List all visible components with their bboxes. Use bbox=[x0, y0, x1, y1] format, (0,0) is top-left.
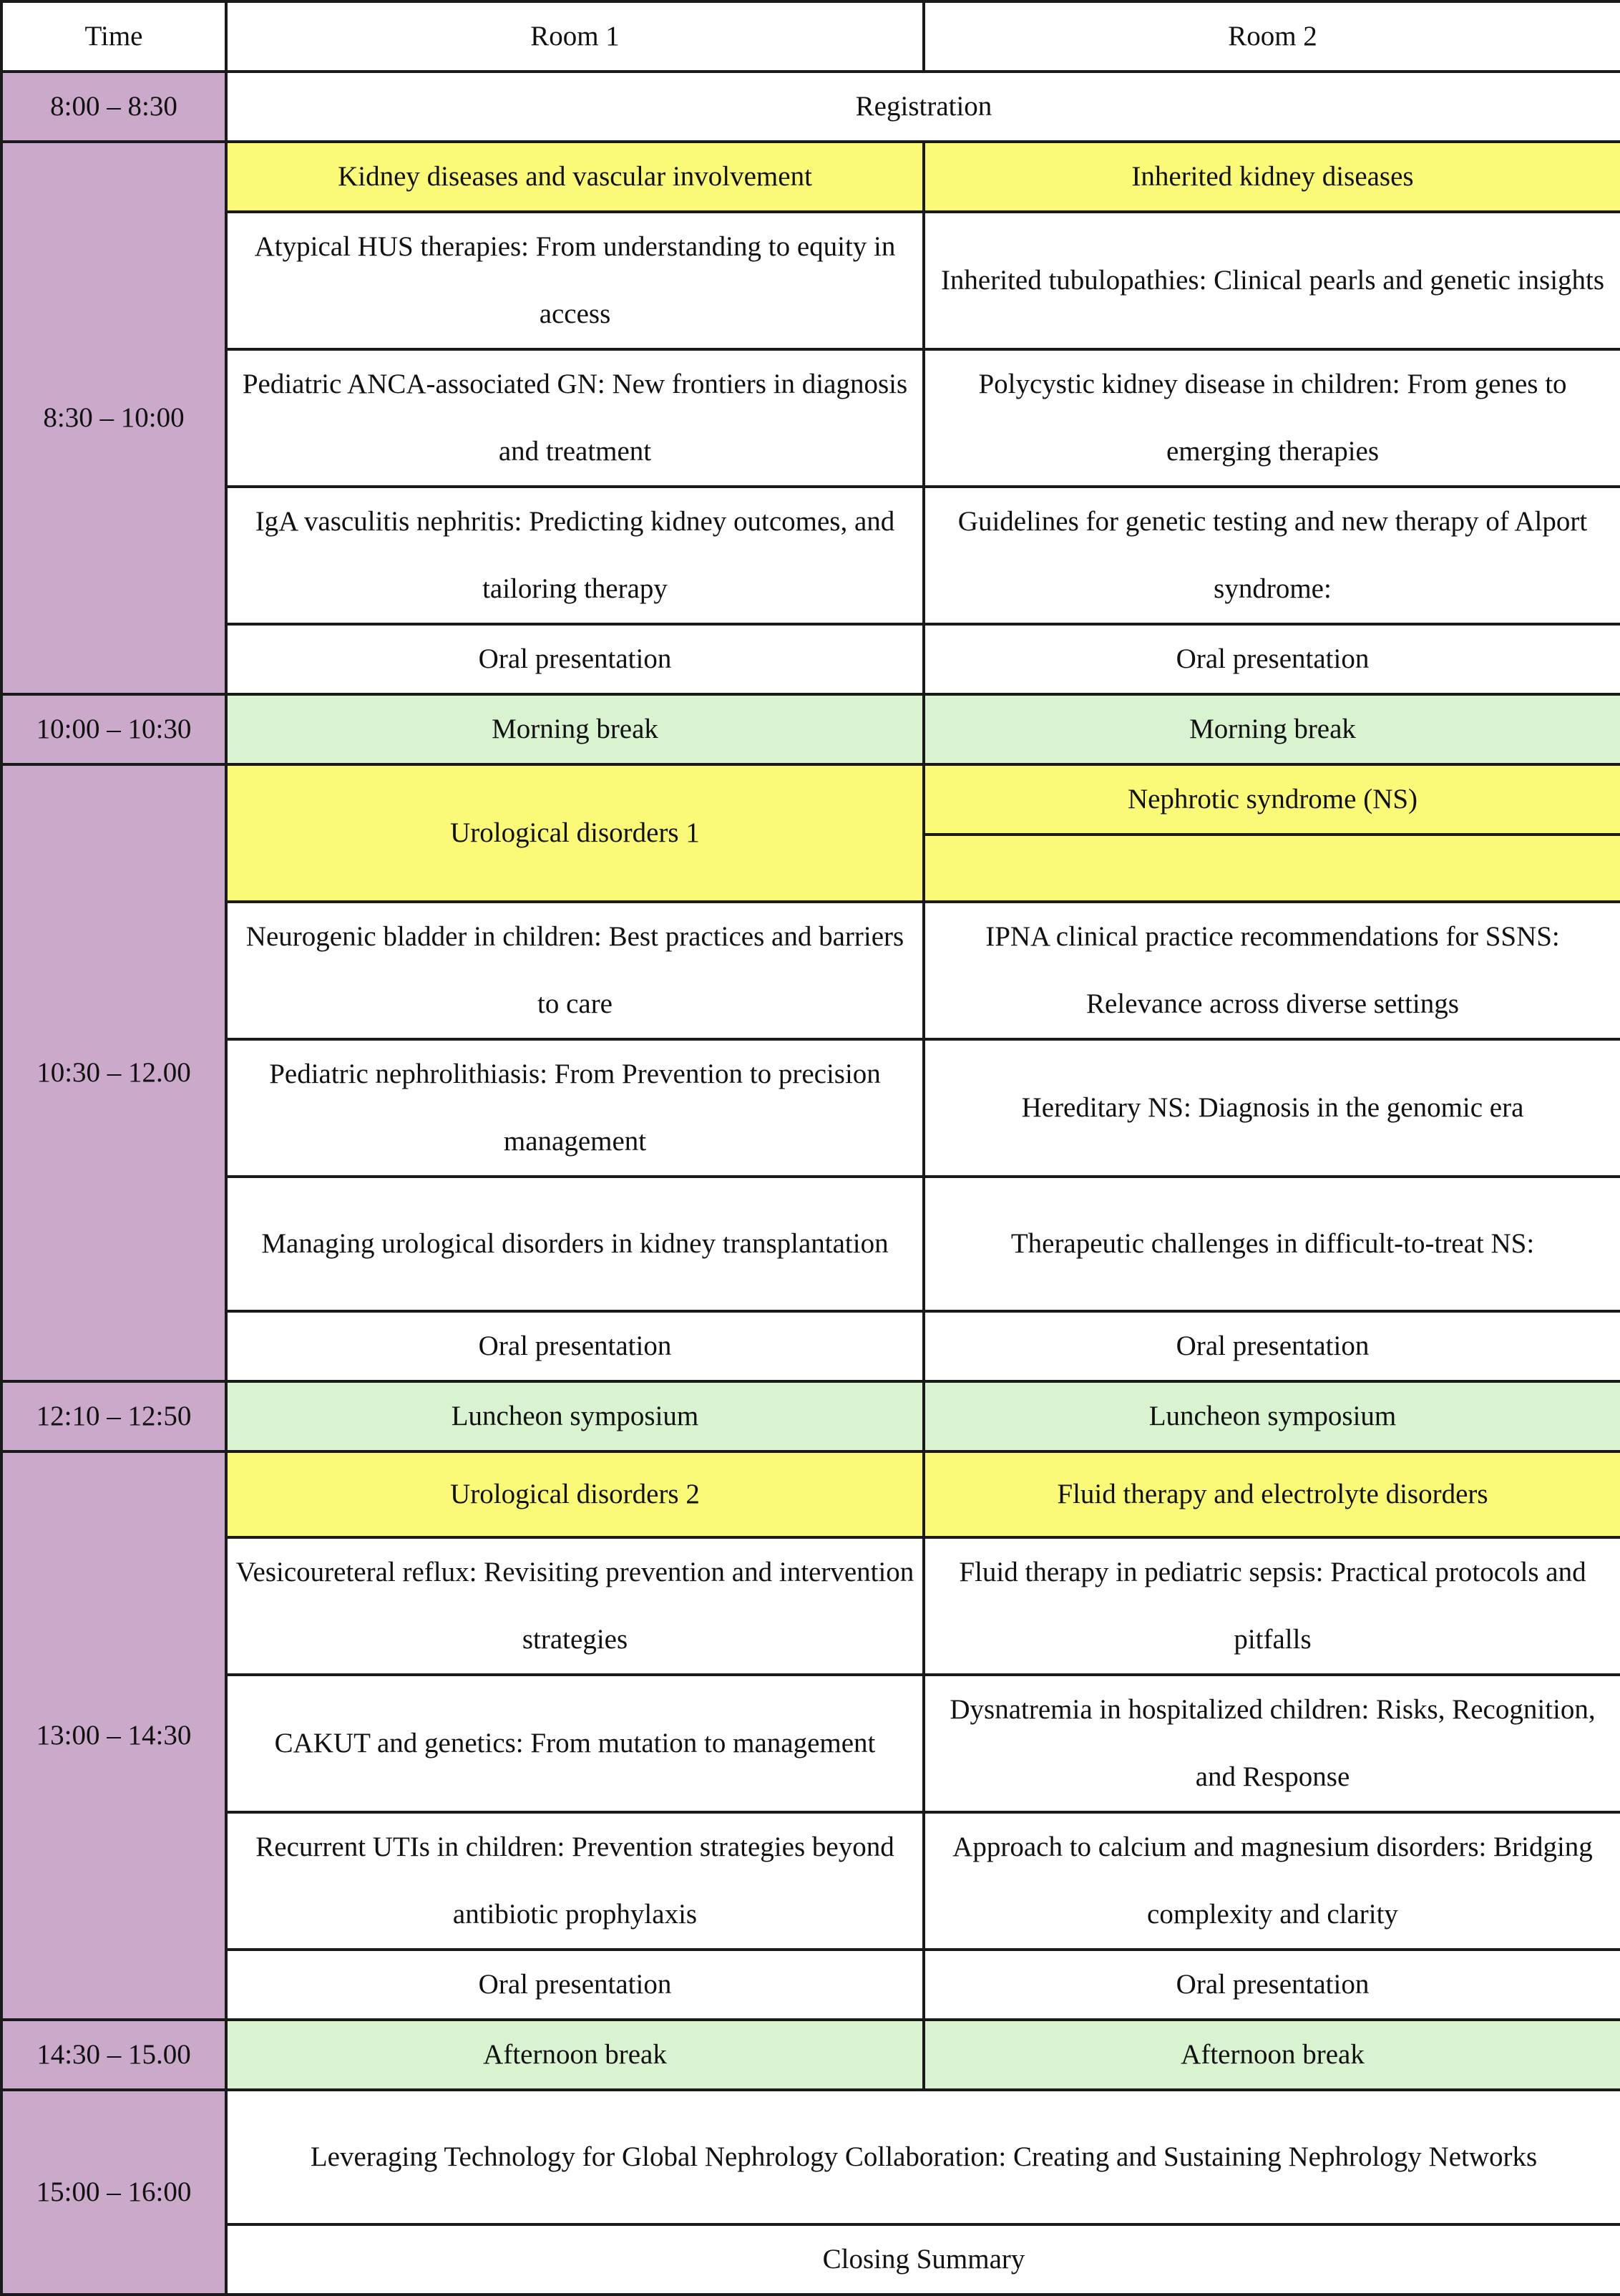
room2-talk: Oral presentation bbox=[924, 1311, 1620, 1381]
room2-session-topic: Nephrotic syndrome (NS) bbox=[924, 764, 1620, 835]
room1-luncheon: Luncheon symposium bbox=[226, 1381, 924, 1451]
talk-row bbox=[1, 212, 1620, 349]
time-slot: 12:10 – 12:50 bbox=[1, 1381, 226, 1451]
registration-cell: Registration bbox=[226, 72, 1620, 142]
talk-row bbox=[1, 349, 1620, 487]
break-row bbox=[1, 694, 1620, 764]
room1-session-topic: Urological disorders 2 bbox=[226, 1451, 924, 1537]
time-slot: 15:00 – 16:00 bbox=[1, 2090, 226, 2295]
room1-session-topic: Kidney diseases and vascular involvement bbox=[226, 142, 924, 212]
room1-break: Afternoon break bbox=[226, 2020, 924, 2090]
room1-break: Morning break bbox=[226, 694, 924, 764]
talk-row bbox=[1, 1950, 1620, 2020]
break-row bbox=[1, 1381, 1620, 1451]
room2-talk: Hereditary NS: Diagnosis in the genomic era bbox=[924, 1039, 1620, 1177]
header-row bbox=[1, 1, 1620, 72]
room2-talk: Oral presentation bbox=[924, 624, 1620, 694]
room1-talk: Oral presentation bbox=[226, 1311, 924, 1381]
room1-talk: Managing urological disorders in kidney transplantation bbox=[226, 1177, 924, 1311]
room1-session-topic: Urological disorders 1 bbox=[226, 764, 924, 902]
room2-session-topic: Fluid therapy and electrolyte disorders bbox=[924, 1451, 1620, 1537]
talk-row bbox=[1, 1039, 1620, 1177]
room2-talk: Fluid therapy in pediatric sepsis: Practical protocols and pitfalls bbox=[924, 1537, 1620, 1675]
talk-row bbox=[1, 902, 1620, 1039]
room2-luncheon: Luncheon symposium bbox=[924, 1381, 1620, 1451]
room1-talk: Oral presentation bbox=[226, 1950, 924, 2020]
talk-row bbox=[1, 487, 1620, 624]
room2-talk: Polycystic kidney disease in children: From genes to emerging therapies bbox=[924, 349, 1620, 487]
talk-row bbox=[1, 1177, 1620, 1311]
plenary-row bbox=[1, 2090, 1620, 2224]
session-topic-row bbox=[1, 1451, 1620, 1537]
room2-talk: Therapeutic challenges in difficult-to-treat NS: bbox=[924, 1177, 1620, 1311]
registration-row bbox=[1, 72, 1620, 142]
time-slot: 8:00 – 8:30 bbox=[1, 72, 226, 142]
room2-talk: Oral presentation bbox=[924, 1950, 1620, 2020]
room1-talk: CAKUT and genetics: From mutation to management bbox=[226, 1675, 924, 1812]
room1-talk: Neurogenic bladder in children: Best practices and barriers to care bbox=[226, 902, 924, 1039]
time-slot: 13:00 – 14:30 bbox=[1, 1451, 226, 2020]
room2-talk: Guidelines for genetic testing and new therapy of Alport syndrome: bbox=[924, 487, 1620, 624]
room2-break: Afternoon break bbox=[924, 2020, 1620, 2090]
room1-talk: Pediatric ANCA-associated GN: New frontiers in diagnosis and treatment bbox=[226, 349, 924, 487]
header-room-2: Room 2 bbox=[924, 1, 1620, 72]
talk-row bbox=[1, 1675, 1620, 1812]
room1-talk: IgA vasculitis nephritis: Predicting kidney outcomes, and tailoring therapy bbox=[226, 487, 924, 624]
talk-row bbox=[1, 624, 1620, 694]
room1-talk: Pediatric nephrolithiasis: From Prevention to precision management bbox=[226, 1039, 924, 1177]
room2-break: Morning break bbox=[924, 694, 1620, 764]
room1-talk: Atypical HUS therapies: From understanding to equity in access bbox=[226, 212, 924, 349]
talk-row bbox=[1, 1812, 1620, 1950]
closing-row bbox=[1, 2224, 1620, 2295]
break-row bbox=[1, 2020, 1620, 2090]
time-slot: 10:00 – 10:30 bbox=[1, 694, 226, 764]
talk-row bbox=[1, 1311, 1620, 1381]
session-topic-row bbox=[1, 764, 1620, 835]
room2-talk: Approach to calcium and magnesium disorders: Bridging complexity and clarity bbox=[924, 1812, 1620, 1950]
plenary-session: Leveraging Technology for Global Nephrology Collaboration: Creating and Sustaining Nephrology Networks bbox=[226, 2090, 1620, 2224]
room1-talk: Recurrent UTIs in children: Prevention strategies beyond antibiotic prophylaxis bbox=[226, 1812, 924, 1950]
room1-talk: Oral presentation bbox=[226, 624, 924, 694]
room1-talk: Vesicoureteral reflux: Revisiting prevention and intervention strategies bbox=[226, 1537, 924, 1675]
closing-summary: Closing Summary bbox=[226, 2224, 1620, 2295]
room2-empty-topic-cell bbox=[924, 835, 1620, 902]
time-slot: 14:30 – 15.00 bbox=[1, 2020, 226, 2090]
room2-session-topic: Inherited kidney diseases bbox=[924, 142, 1620, 212]
session-topic-row bbox=[1, 142, 1620, 212]
room2-talk: Dysnatremia in hospitalized children: Risks, Recognition, and Response bbox=[924, 1675, 1620, 1812]
time-slot: 10:30 – 12.00 bbox=[1, 764, 226, 1381]
room2-talk: Inherited tubulopathies: Clinical pearls and genetic insights bbox=[924, 212, 1620, 349]
header-room-1: Room 1 bbox=[226, 1, 924, 72]
talk-row bbox=[1, 1537, 1620, 1675]
room2-talk: IPNA clinical practice recommendations for SSNS: Relevance across diverse settings bbox=[924, 902, 1620, 1039]
time-slot: 8:30 – 10:00 bbox=[1, 142, 226, 694]
header-time: Time bbox=[1, 1, 226, 72]
